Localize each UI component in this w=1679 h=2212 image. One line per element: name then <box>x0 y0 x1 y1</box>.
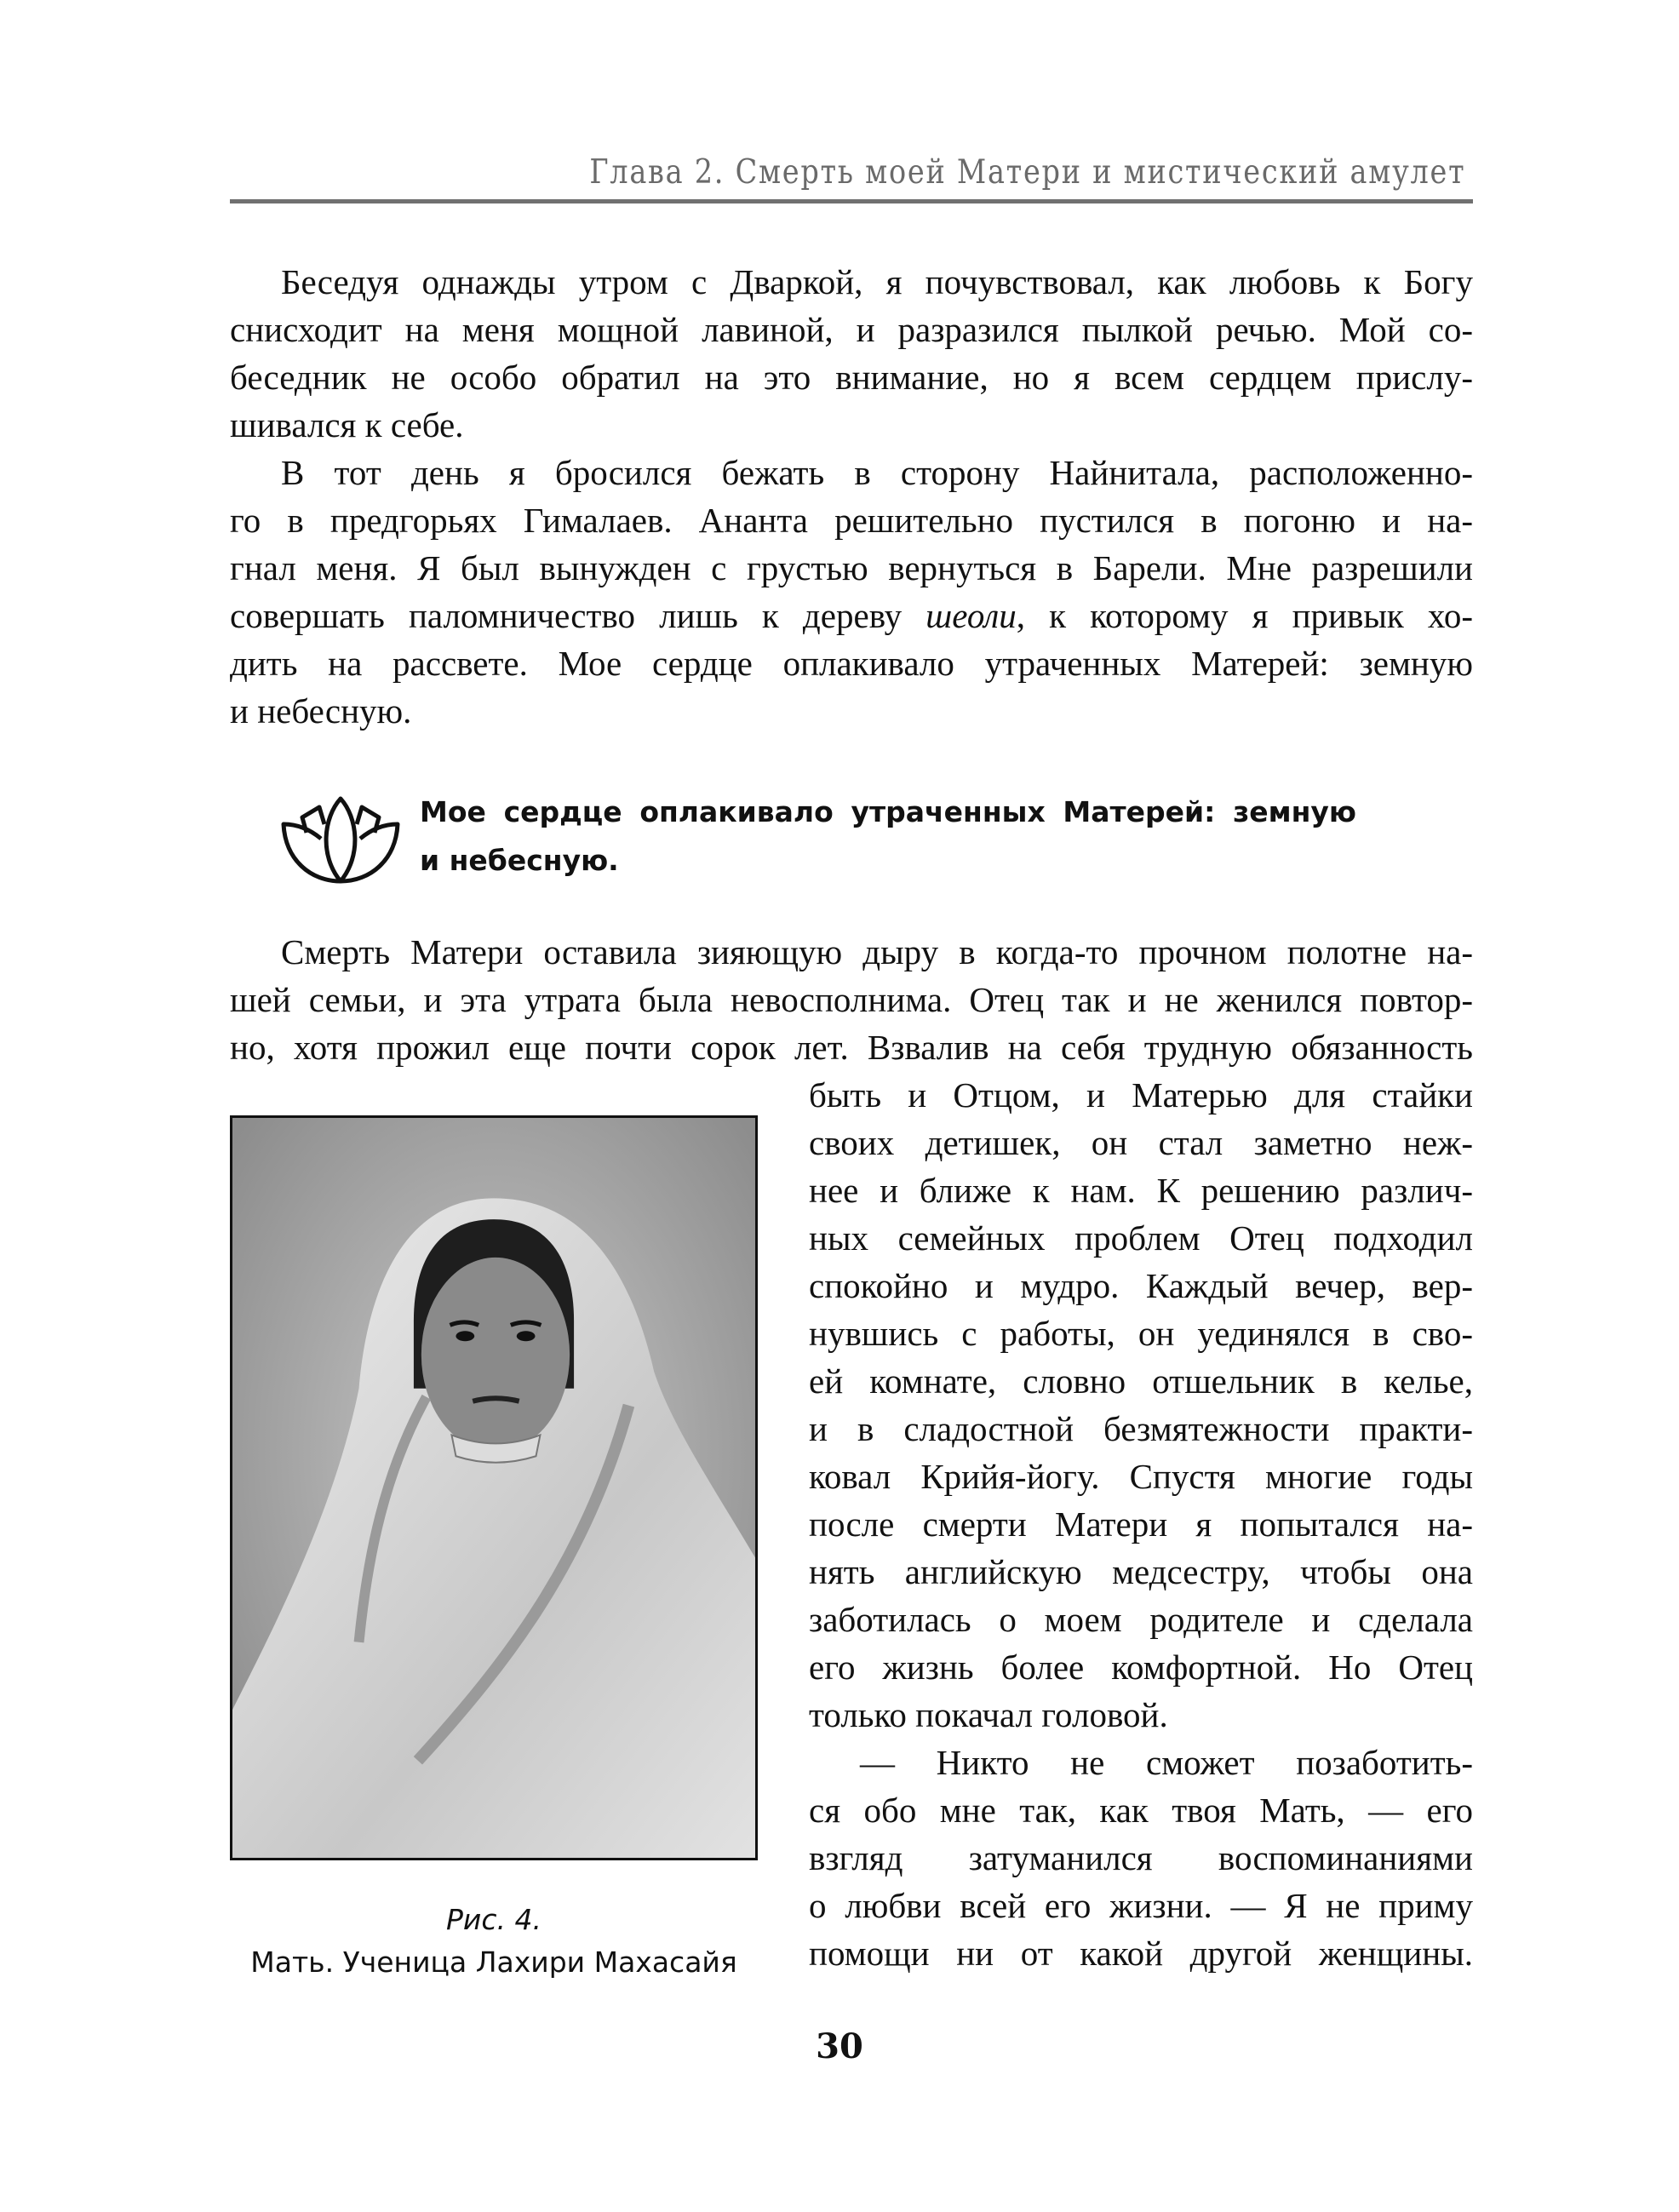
paragraph-1 <box>230 258 1473 449</box>
text-line: снисходит на меня мощной лавиной, и разразился пылкой речью. Мой со- <box>230 310 1473 349</box>
text-line: Беседуя однажды утром с Дваркой, я почувствовал, как любовь к Богу <box>281 262 1473 301</box>
pull-quote-text <box>420 788 1356 885</box>
text-line: и в сладостной безмятежности практи- <box>809 1409 1473 1448</box>
portrait-illustration <box>232 1118 755 1858</box>
text-line: взгляд затуманился воспоминаниями <box>809 1838 1473 1877</box>
text-line: ковал Крийя-йогу. Спустя многие годы <box>809 1457 1473 1496</box>
text-line: — Никто не сможет позаботить- <box>860 1743 1473 1782</box>
text-segment: совершать паломничество лишь к дереву <box>230 596 926 635</box>
running-head: Глава 2. Смерть моей Матери и мистический амулет <box>589 153 1466 192</box>
text-line: быть и Отцом, и Матерью для стайки <box>809 1075 1473 1115</box>
text-line: только покачал головой. <box>809 1695 1168 1734</box>
pull-quote <box>277 788 1469 898</box>
text-line: нувшись с работы, он уединялся в сво- <box>809 1314 1473 1353</box>
portrait-photo <box>230 1115 758 1860</box>
text-line <box>230 592 1473 639</box>
text-line: Мое сердце оплакивало утраченных Матерей: земную <box>420 795 1356 828</box>
text-line: ся обо мне так, как твоя Мать, — его <box>809 1791 1473 1830</box>
header-rule <box>230 199 1473 203</box>
text-line: спокойно и мудро. Каждый вечер, вер- <box>809 1266 1473 1305</box>
figure-label: Рис. 4. <box>446 1903 542 1936</box>
italic-term: шеоли <box>925 596 1017 635</box>
text-line: ных семейных проблем Отец подходил <box>809 1218 1473 1258</box>
text-line: и небесную. <box>420 844 619 877</box>
text-line: его жизнь более комфортной. Но Отец <box>809 1648 1473 1687</box>
text-line: шивался к себе. <box>230 405 464 444</box>
lotus-icon <box>277 792 404 885</box>
text-line: нее и ближе к нам. К решению различ- <box>809 1171 1473 1210</box>
text-line: нять английскую медсестру, чтобы она <box>809 1552 1473 1591</box>
text-line: В тот день я бросился бежать в сторону Найнитала, расположенно- <box>281 453 1473 492</box>
figure-caption-text: Мать. Ученица Лахири Махасайя <box>250 1946 737 1979</box>
paragraph-2 <box>230 449 1473 735</box>
figure-caption <box>230 1899 758 1984</box>
text-line: заботилась о моем родителе и сделала <box>809 1600 1473 1639</box>
paragraph-3-column <box>809 1071 1473 1977</box>
text-line: дить на рассвете. Мое сердце оплакивало утраченных Матерей: земную <box>230 644 1473 683</box>
text-line: но, хотя прожил еще почти сорок лет. Взвалив на себя трудную обязанность <box>230 1028 1473 1067</box>
text-line: после смерти Матери я попытался на- <box>809 1504 1473 1544</box>
text-line: своих детишек, он стал заметно неж- <box>809 1123 1473 1162</box>
paragraph-3 <box>230 928 1473 1071</box>
page-number: 30 <box>816 2026 863 2066</box>
text-line: беседник не особо обратил на это внимание, но я всем сердцем прислу- <box>230 358 1473 397</box>
text-line: о любви всей его жизни. — Я не приму <box>809 1886 1473 1925</box>
text-line: и небесную. <box>230 691 412 731</box>
text-line: го в предгорьях Гималаев. Ананта решительно пустился в погоню и на- <box>230 501 1473 540</box>
text-line: гнал меня. Я был вынужден с грустью вернуться в Барели. Мне разрешили <box>230 548 1473 587</box>
text-line: шей семьи, и эта утрата была невосполнима. Отец так и не женился повтор- <box>230 980 1473 1019</box>
text-line: Смерть Матери оставила зияющую дыру в когда-то прочном полотне на- <box>281 932 1473 971</box>
text-line: ей комнате, словно отшельник в келье, <box>809 1361 1473 1401</box>
text-segment: , к которому я привык хо- <box>1016 596 1474 635</box>
text-line: помощи ни от какой другой женщины. <box>809 1934 1473 1973</box>
